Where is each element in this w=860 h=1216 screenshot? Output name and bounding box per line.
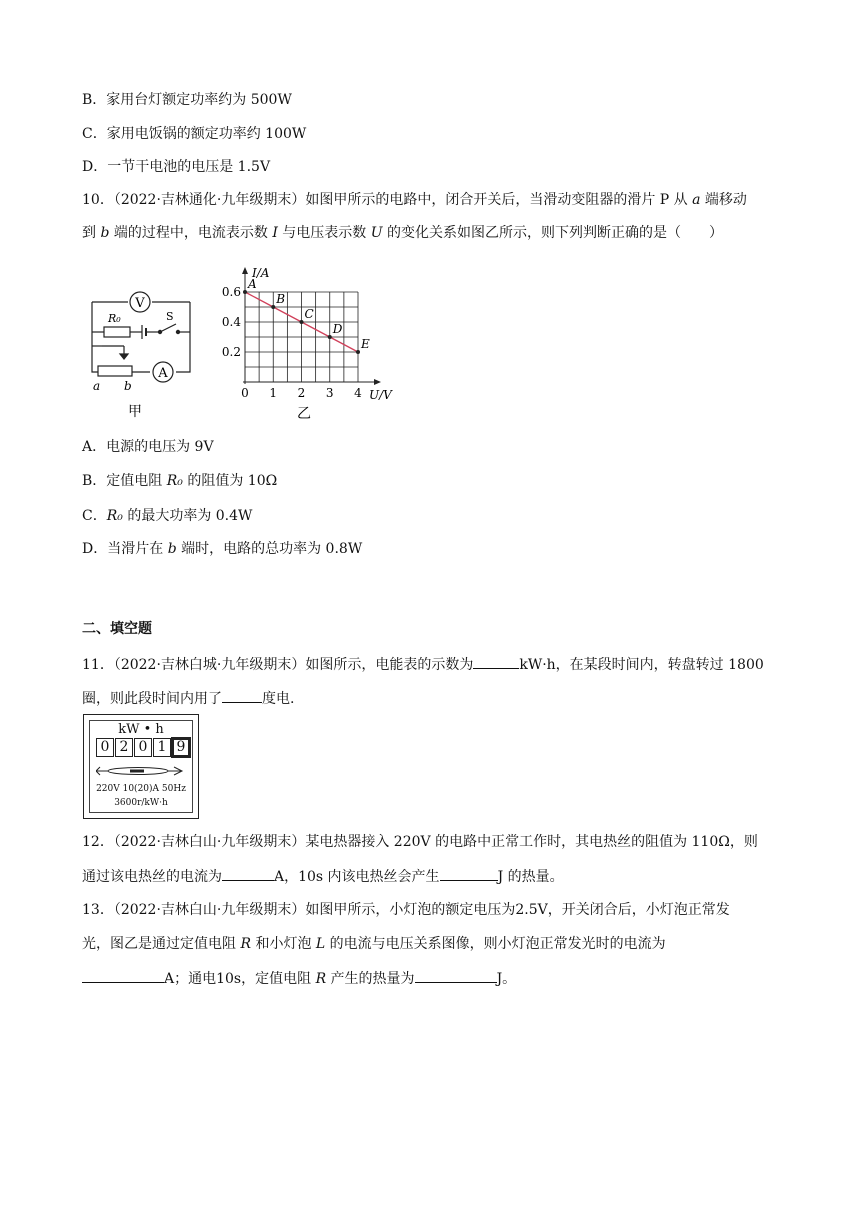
q11-stem-text: 度电. [262, 691, 295, 707]
q12-stem-line1: 12．（2022·吉林白山·九年级期末）某电热器接入 220V 的电路中正常工作时，其电热丝的阻值为 110Ω，则 [82, 834, 758, 850]
graph-grid [245, 292, 358, 382]
q10-stem-line1 [82, 190, 747, 210]
q10-stem-line2 [82, 223, 723, 243]
q10-var-a: a [692, 192, 701, 208]
y-tick-label: 0.6 [221, 285, 241, 299]
q13-stem-text: 光，图乙是通过定值电阻 [82, 936, 241, 952]
x-axis-label: U/V [369, 388, 392, 402]
data-point [271, 305, 275, 309]
q11-stem-text: 圈，则此段时间内用了 [82, 691, 222, 707]
q10-var-u: U [370, 225, 383, 241]
q10-option-c [82, 506, 252, 526]
electric-meter-image [83, 714, 199, 819]
data-point [300, 320, 304, 324]
q10-var-r0: R₀ [166, 473, 183, 489]
answer-blank[interactable] [415, 968, 497, 983]
q13-stem-text: A；通电10s，定值电阻 [164, 971, 316, 987]
q10-stem-text: 的变化关系如图乙所示，则下列判断正确的是（ ） [382, 225, 724, 241]
q13-stem-text: 产生的热量为 [326, 971, 415, 987]
q10-stem-text: 端的过程中，电流表示数 [109, 225, 273, 241]
x-tick-label: 1 [269, 386, 278, 400]
y-axis-label: I/A [252, 266, 270, 280]
x-tick-label: 2 [297, 386, 306, 400]
voltmeter-label: V [135, 296, 145, 311]
q10-var-b: b [100, 225, 110, 241]
q13-stem-text: J。 [496, 971, 517, 987]
q10-option-b [82, 471, 277, 491]
q10-option-d [82, 539, 362, 559]
meter-digits [96, 738, 190, 757]
q13-stem-line2 [82, 934, 666, 954]
section-title: 二、填空题 [82, 621, 152, 637]
q10-iu-graph [215, 260, 405, 425]
meter-disc-icon [96, 764, 186, 778]
meter-digit: 0 [96, 738, 114, 757]
switch-label: S [166, 310, 174, 323]
meter-spec-constant: 3600r/kW·h [114, 798, 168, 808]
x-tick-label: 4 [354, 386, 362, 400]
data-point-label: E [361, 337, 370, 351]
q11-stem-line1 [82, 654, 764, 675]
q10-var-b: b [167, 541, 177, 557]
rheostat-end-b: b [124, 379, 132, 393]
data-point-label: B [276, 292, 286, 306]
meter-digit: 0 [134, 738, 152, 757]
answer-blank[interactable] [473, 654, 519, 669]
q10-option-d-text: 端时，电路的总功率为 0.8W [176, 541, 363, 557]
x-tick-label: 0 [241, 386, 249, 400]
meter-digit: 1 [153, 738, 171, 757]
q10-option-c-text: C． [82, 508, 107, 524]
data-point-label: A [248, 277, 257, 291]
q11-stem-line2 [82, 688, 294, 709]
answer-blank[interactable] [82, 968, 164, 983]
q11-stem-text: kW·h，在某段时间内，转盘转过 1800 [519, 657, 764, 673]
q10-circuit-diagram [80, 280, 200, 420]
x-tick-label: 3 [325, 386, 334, 400]
q13-stem-line1: 13．（2022·吉林白山·九年级期末）如图甲所示，小灯泡的额定电压为2.5V，开关闭合后，小灯泡正常发 [82, 902, 730, 918]
data-point [328, 335, 332, 339]
x-axis-arrow [374, 379, 381, 385]
q12-stem-line2 [82, 866, 564, 887]
q12-stem-text: J 的热量。 [497, 869, 564, 885]
meter-spec-rating: 220V 10(20)A 50Hz [96, 784, 186, 794]
y-tick-label: 0.4 [221, 315, 241, 329]
q12-stem-text: 通过该电热丝的电流为 [82, 869, 222, 885]
q13-var-r: R [315, 971, 327, 987]
q13-stem-text: 的电流与电压关系图像，则小灯泡正常发光时的电流为 [325, 936, 666, 952]
q10-stem-text: 10．（2022·吉林通化·九年级期末）如图甲所示的电路中，闭合开关后，当滑动变阻器的滑片 P 从 [82, 192, 693, 208]
q9-option-d: D．一节干电池的电压是 1.5V [82, 159, 271, 175]
q13-stem-line3 [82, 968, 516, 989]
resistor-label: R₀ [108, 312, 121, 325]
q12-stem-text: A，10s 内该电热丝会产生 [274, 869, 440, 885]
q10-var-r0: R₀ [106, 508, 123, 524]
meter-digit: 2 [115, 738, 133, 757]
meter-digit-decimal: 9 [172, 738, 190, 757]
y-tick-label: 0.2 [221, 345, 241, 359]
q10-stem-text: 到 [82, 225, 101, 241]
y-axis-arrow [242, 267, 248, 274]
q13-var-l: L [315, 936, 326, 952]
q10-option-b-text: 的阻值为 10Ω [182, 473, 278, 489]
q10-option-d-text: D．当滑片在 [82, 541, 168, 557]
data-point-label: D [332, 322, 343, 336]
q10-stem-text: 与电压表示数 [277, 225, 371, 241]
q9-option-b: B．家用台灯额定功率约为 500W [82, 92, 292, 108]
data-point-label: C [304, 307, 314, 321]
answer-blank[interactable] [440, 866, 498, 881]
q9-option-c: C．家用电饭锅的额定功率约 100W [82, 126, 307, 142]
q13-stem-text: 和小灯泡 [251, 936, 316, 952]
q10-option-b-text: B．定值电阻 [82, 473, 167, 489]
figure-caption-yi: 乙 [297, 406, 311, 422]
answer-blank[interactable] [222, 688, 262, 703]
q10-option-c-text: 的最大功率为 0.4W [122, 508, 253, 524]
q13-var-r: R [240, 936, 251, 952]
meter-unit: kW • h [118, 722, 164, 737]
rheostat-end-a: a [93, 379, 101, 393]
q11-stem-text: 11．（2022·吉林白城·九年级期末）如图所示，电能表的示数为 [82, 657, 474, 673]
q10-option-a: A．电源的电压为 9V [82, 439, 214, 455]
data-point [356, 350, 360, 354]
ammeter-label: A [158, 366, 168, 381]
answer-blank[interactable] [222, 866, 274, 881]
q10-var-i: I [272, 225, 278, 241]
data-point [243, 290, 247, 294]
q10-stem-text: 端移动 [700, 192, 747, 208]
figure-caption-jia: 甲 [128, 404, 142, 420]
